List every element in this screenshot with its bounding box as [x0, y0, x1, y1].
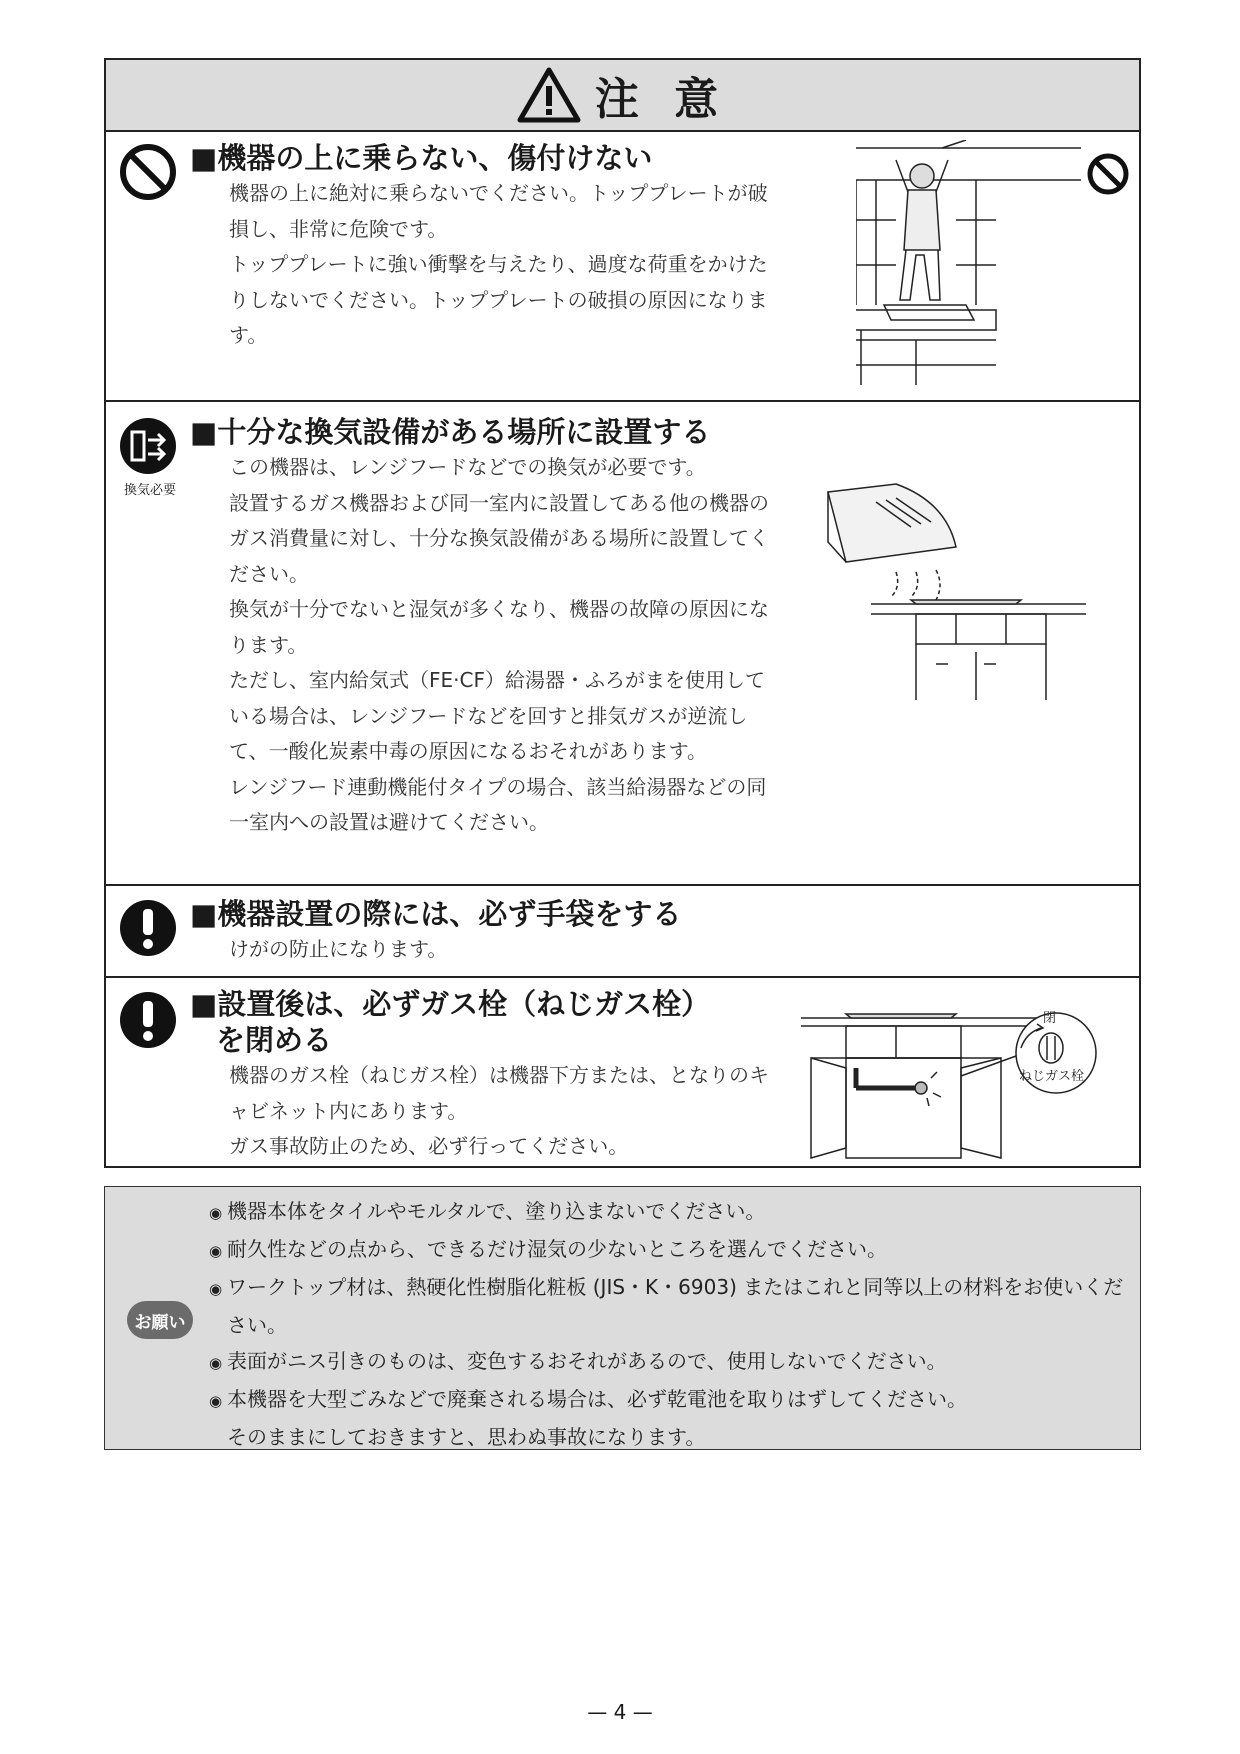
list-item-text: ワークトップ材は、熱硬化性樹脂化粧板 (JIS・K・6903) またはこれと同等以上の材料をお使いください。	[227, 1275, 1124, 1337]
gas-valve-cabinet-illustration	[801, 1008, 1131, 1163]
section-heading: ■十分な換気設備がある場所に設置する	[190, 415, 711, 449]
list-item	[209, 1193, 1129, 1231]
body-paragraph: ただし、室内給気式（FE·CF）給湯器・ふろがまを使用している場合は、レンジフードなどを回すと排気ガスが逆流して、一酸化炭素中毒の原因になるおそれがあります。	[229, 668, 765, 763]
section-body	[229, 176, 769, 354]
section-ventilation	[106, 400, 1139, 884]
body-paragraph: ガス事故防止のため、必ず行ってください。	[229, 1134, 629, 1158]
bullet-icon: ◉	[209, 1354, 223, 1372]
section-body	[229, 1058, 769, 1165]
ventilation-required-icon	[118, 416, 178, 476]
request-list	[209, 1193, 1129, 1455]
list-item-text: 機器本体をタイルやモルタルで、塗り込まないでください。	[227, 1199, 766, 1223]
body-paragraph: けがの防止になります。	[229, 937, 448, 961]
caution-title: 注 意	[594, 74, 729, 125]
person-standing-on-stove-illustration	[856, 140, 1136, 385]
request-box	[104, 1186, 1141, 1450]
body-paragraph: 換気が十分でないと湿気が多くなり、機器の故障の原因になります。	[229, 597, 769, 657]
list-item-text: 本機器を大型ごみなどで廃棄される場合は、必ず乾電池を取りはずしてください。	[227, 1387, 967, 1411]
bullet-icon: ◉	[209, 1392, 223, 1410]
heading-line: を閉める	[216, 1023, 333, 1057]
mandatory-action-icon	[118, 990, 178, 1050]
bullet-icon: ◉	[209, 1280, 223, 1298]
body-paragraph: トッププレートに強い衝撃を与えたり、過度な荷重をかけたりしないでください。トッププレートの破損の原因になります。	[229, 252, 768, 347]
page-number: — 4 —	[587, 1700, 653, 1724]
list-item	[209, 1381, 1129, 1419]
body-paragraph: 設置するガス機器および同一室内に設置してある他の機器のガス消費量に対し、十分な換気設備がある場所に設置してください。	[229, 490, 769, 586]
section-body	[229, 932, 769, 968]
caution-header	[106, 60, 1139, 132]
range-hood-illustration	[816, 472, 1116, 702]
section-heading	[190, 986, 710, 1058]
request-badge: お願い	[127, 1301, 193, 1339]
section-heading: ■機器設置の際には、必ず手袋をする	[190, 897, 682, 931]
body-paragraph: レンジフード連動機能付タイプの場合、該当給湯器などの同一室内への設置は避けてください。	[229, 774, 767, 834]
section-close-gas-valve	[106, 976, 1139, 1166]
section-body	[229, 450, 769, 841]
list-item-text: 耐久性などの点から、できるだけ湿気の少ないところを選んでください。	[227, 1237, 887, 1261]
caution-box	[104, 58, 1141, 1168]
list-item	[209, 1231, 1129, 1269]
close-label: 閉	[1043, 1011, 1057, 1026]
section-gloves	[106, 884, 1139, 976]
section-heading: ■機器の上に乗らない、傷付けない	[190, 141, 653, 175]
body-paragraph: この機器は、レンジフードなどでの換気が必要です。	[229, 455, 706, 479]
section-no-standing	[106, 128, 1139, 400]
list-item-continuation: そのままにしておきますと、思わぬ事故になります。	[227, 1425, 706, 1449]
warning-triangle-icon	[517, 67, 581, 123]
heading-line: ■設置後は、必ずガス栓（ねじガス栓）	[190, 987, 711, 1021]
bullet-icon: ◉	[209, 1204, 223, 1222]
screw-valve-label: ねじガス栓	[1019, 1069, 1085, 1084]
prohibition-icon	[118, 142, 178, 202]
mandatory-action-icon	[118, 898, 178, 958]
body-paragraph: 機器のガス栓（ねじガス栓）は機器下方または、となりのキャビネット内にあります。	[229, 1063, 769, 1123]
body-paragraph: 機器の上に絶対に乗らないでください。トッププレートが破損し、非常に危険です。	[229, 181, 768, 241]
list-item	[209, 1269, 1129, 1343]
ventilation-icon-label: 換気必要	[123, 483, 176, 498]
list-item-text: 表面がニス引きのものは、変色するおそれがあるので、使用しないでください。	[227, 1349, 947, 1373]
bullet-icon: ◉	[209, 1242, 223, 1260]
list-item	[209, 1343, 1129, 1381]
